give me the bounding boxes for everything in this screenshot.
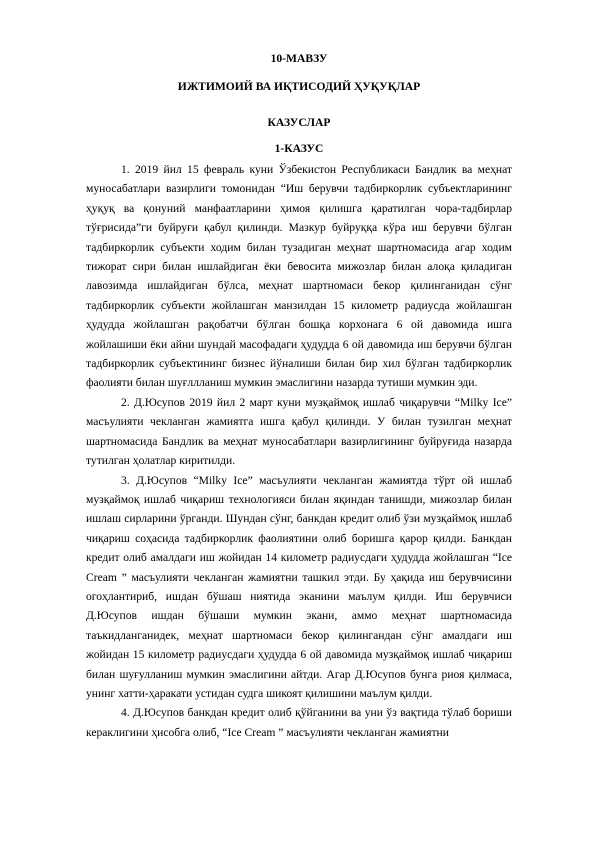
cases-heading: КАЗУСЛАР — [267, 116, 331, 129]
case-heading: 1-КАЗУС — [274, 142, 324, 155]
document-page — [86, 52, 512, 742]
paragraph-2: 2. Д.Юсупов 2019 йил 2 март куни музқаймоқ ишлаб чиқарувчи “Milky Ice” масъулияти чекланган жамиятга ишга қабул қилинди. У билан тузилган меҳнат шартномасида Бандлик ва меҳнат муносабатлари вазирлигининг буйруғида назарда тутилган ҳолатлар киритилди. — [86, 395, 512, 468]
page-title: ИЖТИМОИЙ ВА ИҚТИСОДИЙ ҲУҚУҚЛАР — [177, 80, 421, 93]
paragraph-4: 4. Д.Юсупов банкдан кредит олиб қўйганини ва уни ўз вақтида тўлаб бориши кераклигини ҳисобга олиб, “Ice Cream ” масъулияти чекланган жамиятни — [86, 706, 512, 739]
topic-label: 10-МАВЗУ — [270, 52, 328, 65]
paragraph-1: 1. 2019 йил 15 февраль куни Ўзбекистон Республикаси Бандлик ва меҳнат муносабатлари вазирлиги томонидан “Иш берувчи тадбиркорлик субъектларининг ҳуқуқ ва қонуний манфаатларини ҳимоя қилишга қаратилган чора-тадбирлар тўғрисида”ги буйруғи қабул қилинди. Мазкур буйруққа кўра иш берувчи бўлган тадбиркорлик субъекти ходим билан тузадиган меҳнат шартномасида агар ходим тижорат сири билан ишлайдиган ёки бевосита мижозлар билан алоқа қиладиган лавозимда ишлайдиган бўлса, меҳнат шартномаси бекор қилинганидан сўнг тадбиркорлик субъекти жойлашган манзилдан 15 километр радиусда жойлашган ҳудудда жойлашган рақобатчи бўлган бошқа корхонага 6 ой давомида ишга жойлашиши ёки айни шундай масофадаги ҳудудда 6 ой давомида иш берувчи бўлган тадбиркорлик субъектининг бизнес йўналиши билан бир хил бўлган тадбиркорлик фаолияти билан шуғллланиш мумкин эмаслигини назарда тутиши мумкин эди. — [86, 163, 512, 390]
paragraph-3: 3. Д.Юсупов “Milky Ice” масъулияти чекланган жамиятда тўрт ой ишлаб музқаймоқ ишлаб чиқариш технологияси билан яқиндан танишди, мижозлар билан ишлаш сирларини ўрганди. Шундан сўнг, банкдан кредит олиб ўзи музқаймоқ ишлаб чиқариш соҳасида тадбиркорлик фаолиятини олиб боришга қарор қилди. Банкдан кредит олиб амалдаги иш жойидан 14 километр радиусдаги ҳудудда жойлашган “Ice Cream ” масъулияти чекланган жамиятни ташкил этди. Бу ҳақида иш берувчисини огоҳлантириб, ишдан бўшаш ниятида эканини маълум қилди. Иш берувчиси Д.Юсупов ишдан бўшаши мумкин экани, аммо меҳнат шартномасида таъкидланганидек, меҳнат шартномаси бекор қилингандан сўнг амалдаги иш жойидан 15 километр радиусдаги ҳудудда 6 ой давомида музқаймоқ ишлаб чиқариш билан шуғулланиш мумкин эмаслигини айтди. Агар Д.Юсупов бунга риоя қилмаса, унинг хатти-ҳаракати устидан судга шикоят қилишини маълум қилди. — [86, 473, 512, 700]
